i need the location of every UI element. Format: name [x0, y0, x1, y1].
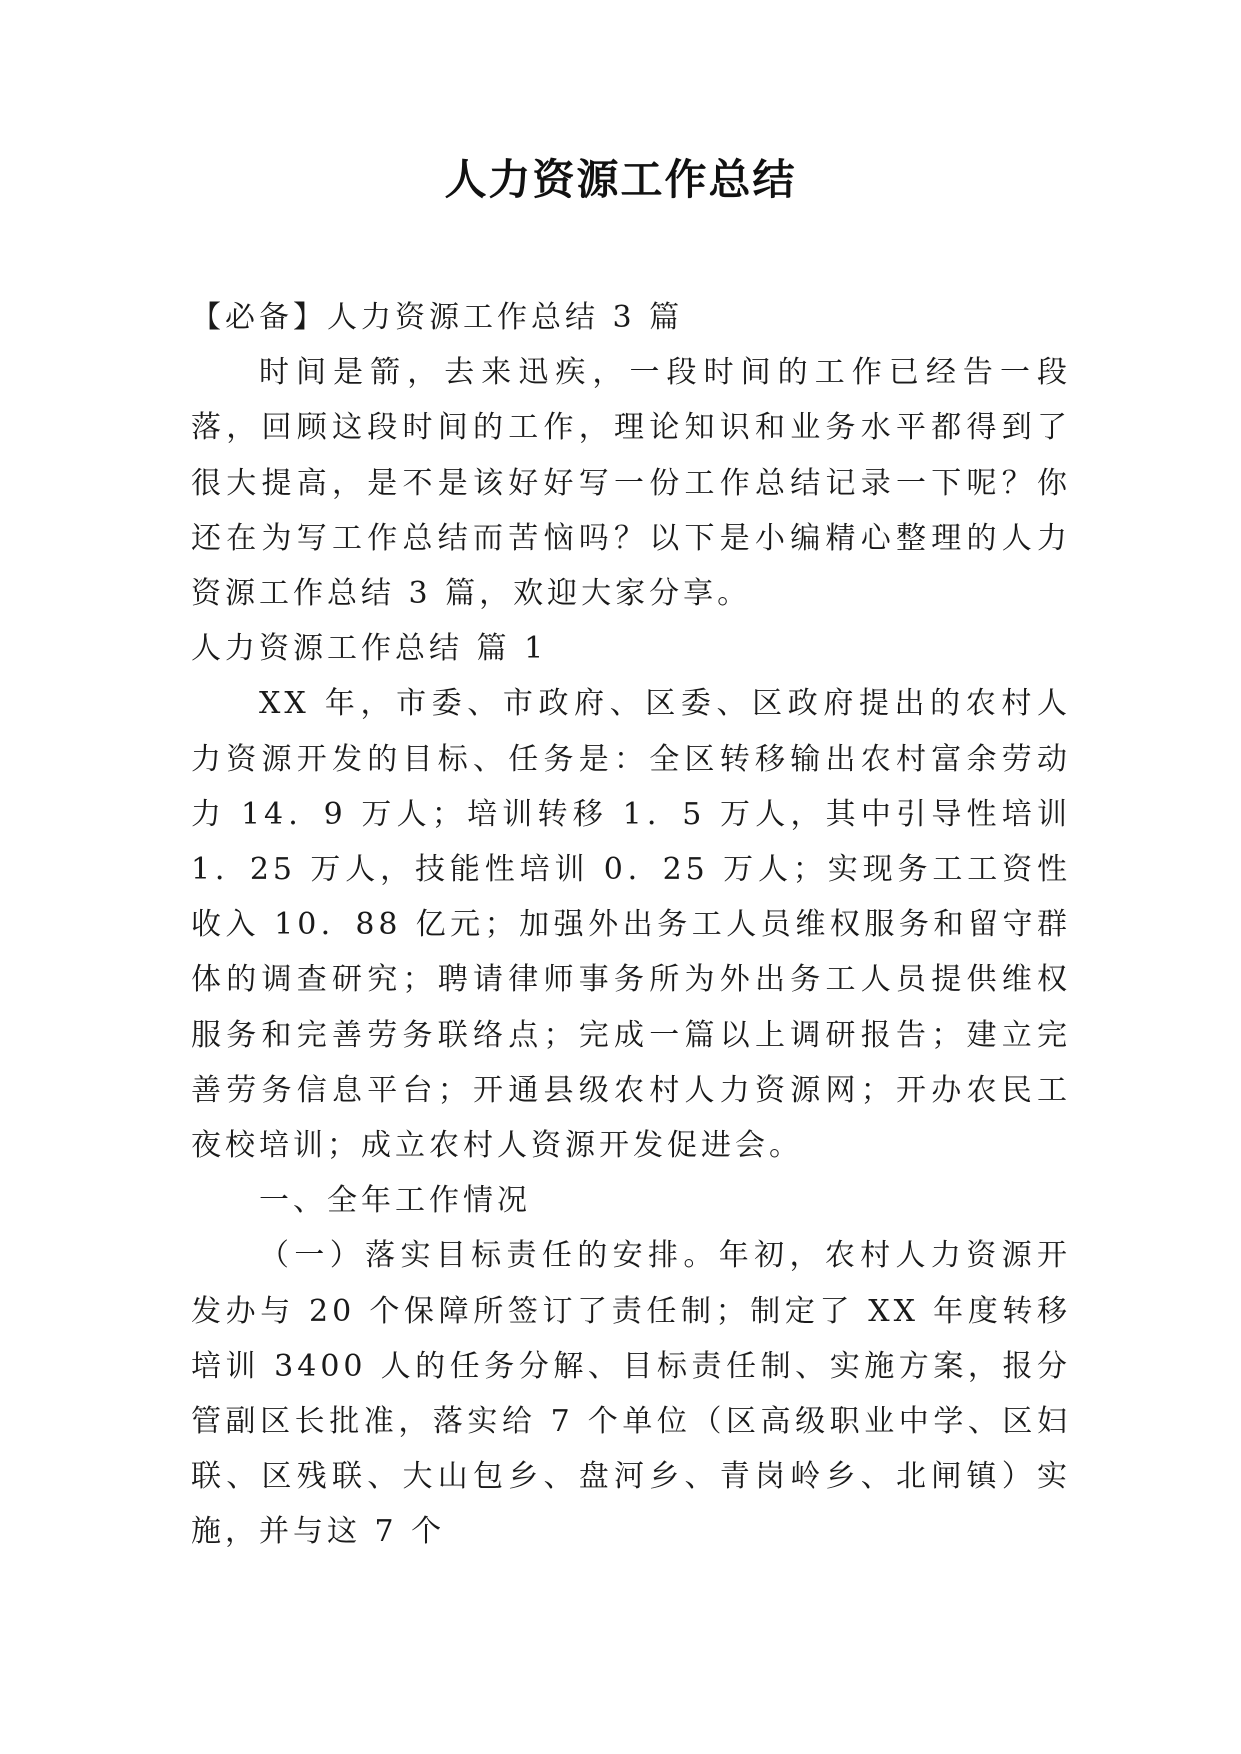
part-one-heading: 一、全年工作情况 — [259, 1183, 531, 1219]
document-body — [191, 290, 1071, 1560]
section-heading: 人力资源工作总结 篇 1 — [191, 631, 548, 667]
goals-paragraph: XX 年，市委、市政府、区委、区政府提出的农村人力资源开发的目标、任务是：全区转移输出农村富余劳动力 14．9 万人；培训转移 1．5 万人，其中引导性培训 1．25 万人，技能性培训 0．25 万人；实现务工工资性收入 10．88 亿元；加强外出务工人员维权服务和留守群体的调查研究；聘请律师事务所为外出务工人员提供维权服务和完善劳务联络点；完成一篇以上调研报告；建立完善劳务信息平台；开通县级农村人力资源网；开办农民工夜校培训；成立农村人资源开发促进会。 — [191, 686, 1071, 1164]
part-one-item-one: （一）落实目标责任的安排。年初，农村人力资源开发办与 20 个保障所签订了责任制；制定了 XX 年度转移培训 3400 人的任务分解、目标责任制、实施方案，报分管副区长批准，落实给 7 个单位（区高级职业中学、区妇联、区残联、大山包乡、盘河乡、青岗岭乡、北闸镇）实施，并与这 7 个 — [191, 1238, 1071, 1550]
intro-paragraph: 时间是箭，去来迅疾，一段时间的工作已经告一段落，回顾这段时间的工作，理论知识和业务水平都得到了很大提高，是不是该好好写一份工作总结记录一下呢？你还在为写工作总结而苦恼吗？以下是小编精心整理的人力资源工作总结 3 篇，欢迎大家分享。 — [191, 355, 1071, 612]
document-title: 人力资源工作总结 — [444, 155, 797, 204]
document-subtitle: 【必备】人力资源工作总结 3 篇 — [191, 300, 684, 335]
